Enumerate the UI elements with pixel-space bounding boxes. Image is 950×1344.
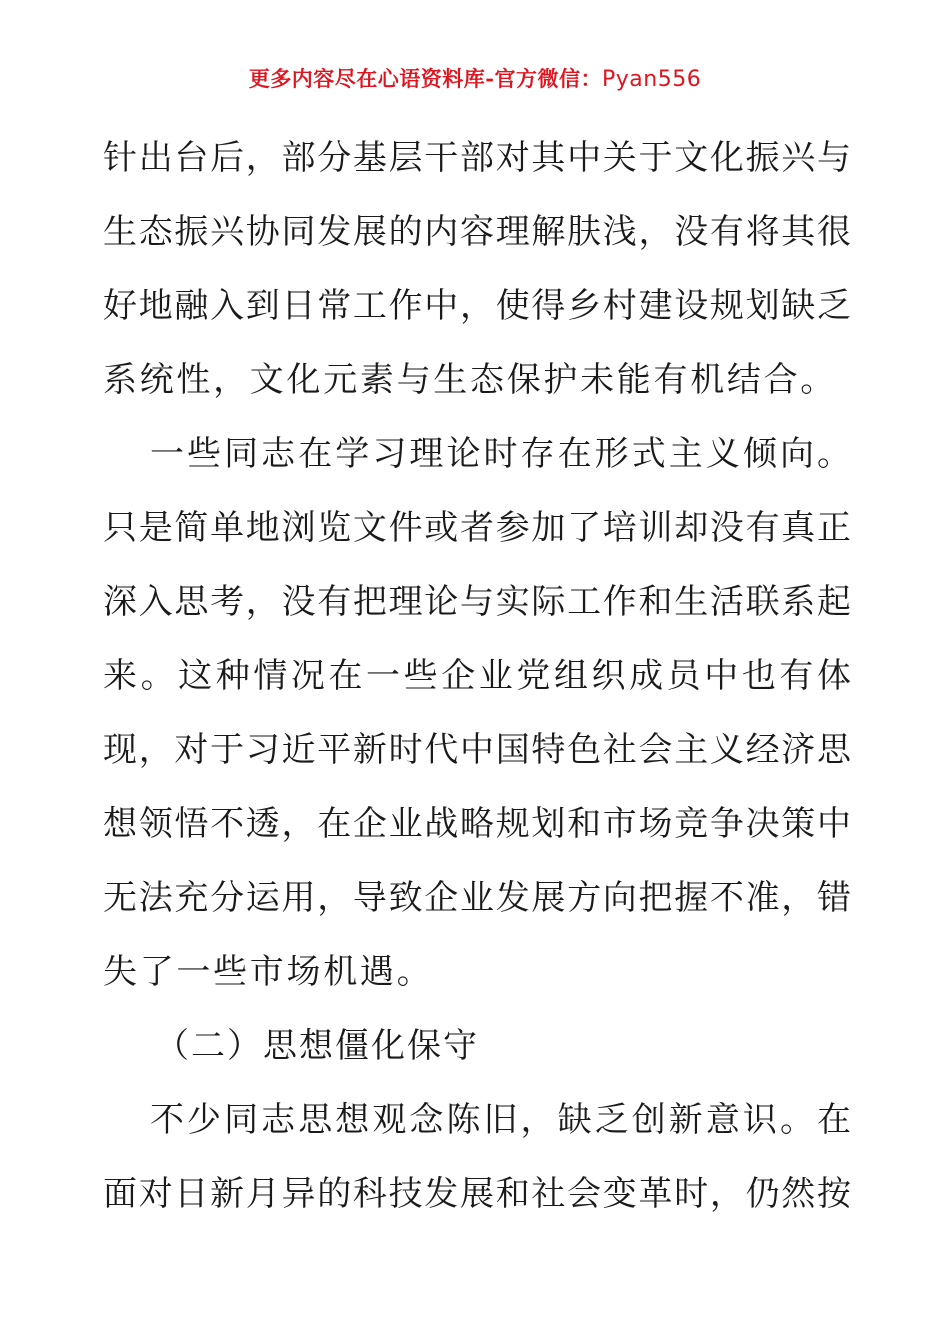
paragraph-line: 只是简单地浏览文件或者参加了培训却没有真正 xyxy=(103,508,851,548)
paragraph-line: 生态振兴协同发展的内容理解肤浅，没有将其很 xyxy=(103,212,851,252)
paragraph-line: 一些同志在学习理论时存在形式主义倾向。 xyxy=(150,434,851,474)
paragraph-line: 失了一些市场机遇。 xyxy=(103,952,434,992)
section-heading: （二）思想僵化保守 xyxy=(155,1026,479,1066)
paragraph-line: 想领悟不透，在企业战略规划和市场竞争决策中 xyxy=(103,804,851,844)
paragraph-line: 系统性，文化元素与生态保护未能有机结合。 xyxy=(103,360,837,400)
paragraph-line: 面对日新月异的科技发展和社会变革时，仍然按 xyxy=(103,1174,851,1214)
paragraph-line: 深入思考，没有把理论与实际工作和生活联系起 xyxy=(103,582,851,622)
paragraph-line: 来。这种情况在一些企业党组织成员中也有体 xyxy=(103,656,851,696)
watermark-header xyxy=(0,64,950,95)
paragraph-line: 现，对于习近平新时代中国特色社会主义经济思 xyxy=(103,730,851,770)
paragraph-line: 不少同志思想观念陈旧，缺乏创新意识。在 xyxy=(150,1100,851,1140)
header-wechat-id: Pyan556 xyxy=(602,67,702,92)
paragraph-line: 好地融入到日常工作中，使得乡村建设规划缺乏 xyxy=(103,286,851,326)
document-body xyxy=(103,121,851,1231)
paragraph-line: 无法充分运用，导致企业发展方向把握不准，错 xyxy=(103,878,851,918)
paragraph-line: 针出台后，部分基层干部对其中关于文化振兴与 xyxy=(103,138,851,178)
header-prefix: 更多内容尽在心语资料库-官方微信： xyxy=(248,66,602,91)
